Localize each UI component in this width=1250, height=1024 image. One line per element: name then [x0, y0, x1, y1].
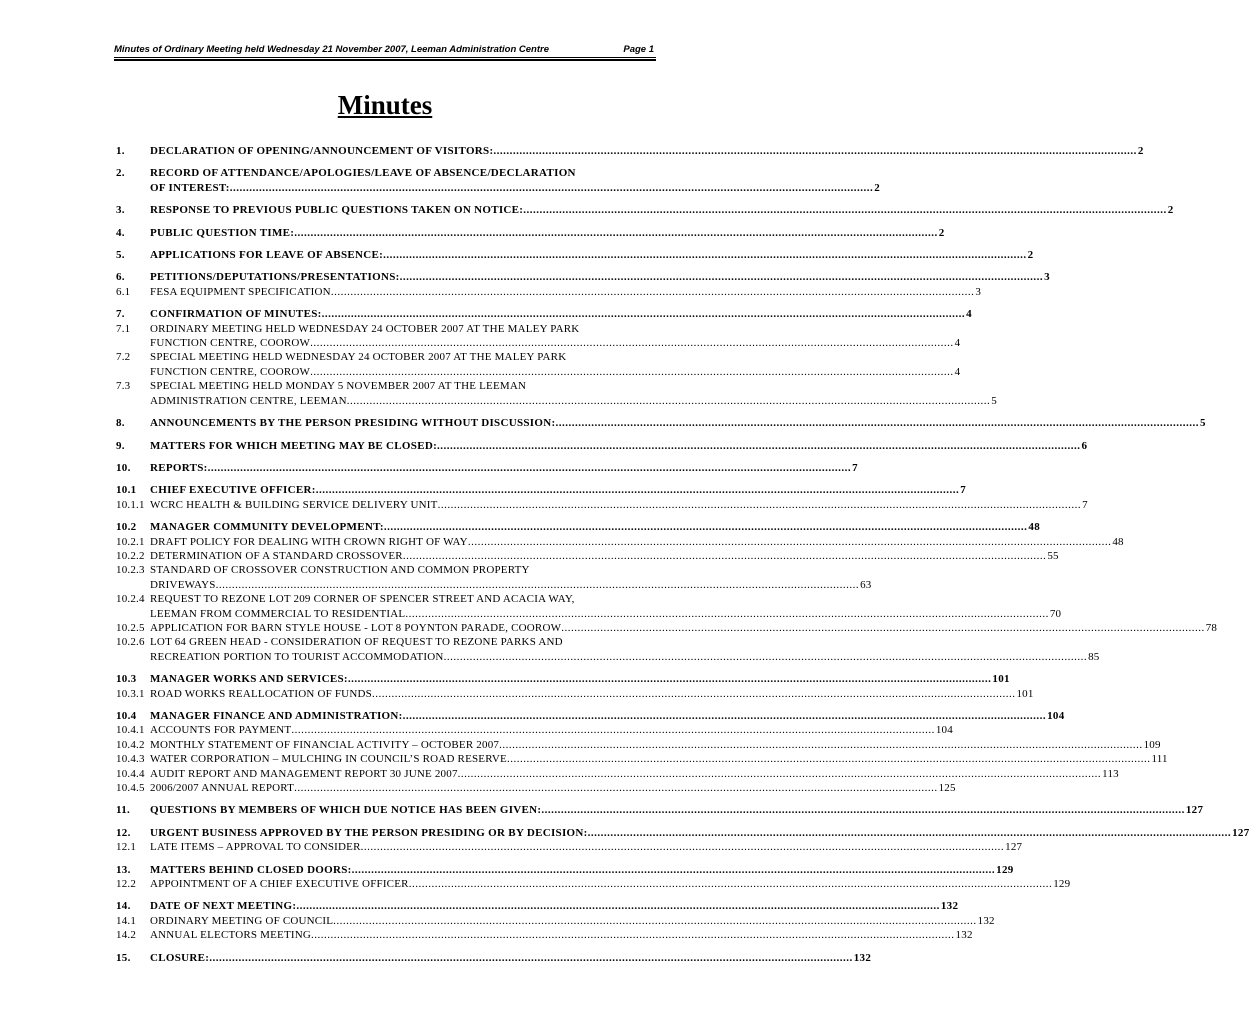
toc-entry-page: 7 — [852, 461, 858, 474]
toc-dot-leader — [438, 498, 1082, 512]
header-page-number: Page 1 — [623, 44, 654, 55]
toc-entry-number: 4. — [116, 226, 125, 239]
toc-entry — [116, 687, 1034, 701]
toc-entry-page: 55 — [1047, 549, 1059, 562]
toc-entry-title-continued: OF INTEREST: — [150, 181, 230, 194]
toc-entry-title: PETITIONS/DEPUTATIONS/PRESENTATIONS: — [150, 271, 400, 284]
toc-entry-page: 2 — [1027, 249, 1034, 262]
table-of-contents — [116, 144, 1250, 965]
toc-entry-page: 109 — [1143, 738, 1161, 751]
toc-dot-leader — [333, 914, 977, 928]
toc-entry — [116, 951, 872, 965]
toc-entry-title: ORDINARY MEETING HELD WEDNESDAY 24 OCTOBER 2007 AT THE MALEY PARK — [150, 322, 580, 335]
toc-entry-number: 10.4.4 — [116, 767, 145, 780]
toc-entry-number: 10.4.2 — [116, 738, 145, 751]
toc-entry-number: 10. — [116, 461, 131, 474]
toc-entry-page: 2 — [938, 226, 945, 239]
toc-entry-title-continued: FUNCTION CENTRE, COOROW — [150, 365, 311, 378]
toc-entry-number: 14.2 — [116, 929, 137, 942]
toc-dot-leader — [409, 877, 1053, 891]
toc-entry — [116, 416, 1206, 430]
toc-entry-number: 10.2 — [116, 521, 137, 534]
toc-entry — [116, 285, 982, 299]
toc-entry-title-continued: DRIVEWAYS — [150, 578, 216, 591]
toc-entry — [116, 752, 1168, 766]
toc-entry-title: MANAGER FINANCE AND ADMINISTRATION: — [150, 710, 403, 722]
toc-entry-title: WATER CORPORATION – MULCHING IN COUNCIL’S ROAD RESERVE — [150, 753, 507, 766]
toc-dot-leader — [209, 951, 853, 965]
toc-entry — [116, 709, 1065, 723]
toc-entry-title: APPLICATIONS FOR LEAVE OF ABSENCE: — [150, 249, 384, 262]
toc-entry-title: APPLICATION FOR BARN STYLE HOUSE - LOT 8 POYNTON PARADE, COOROW — [150, 621, 562, 634]
toc-entry-title: CONFIRMATION OF MINUTES: — [150, 308, 322, 321]
toc-entry-number: 14.1 — [116, 914, 137, 927]
toc-entry-title: STANDARD OF CROSSOVER CONSTRUCTION AND COMMON PROPERTY — [150, 564, 530, 577]
toc-entry-title: DECLARATION OF OPENING/ANNOUNCEMENT OF VISITORS: — [150, 145, 494, 157]
toc-entry-title: QUESTIONS BY MEMBERS OF WHICH DUE NOTICE HAS BEEN GIVEN: — [150, 804, 542, 817]
toc-entry-number: 12.1 — [116, 841, 137, 854]
toc-dot-leader — [331, 285, 975, 299]
toc-entry-page: 132 — [940, 900, 959, 913]
toc-entry-number: 10.4.5 — [116, 782, 145, 795]
toc-entry-page: 132 — [853, 951, 872, 964]
toc-dot-leader — [384, 520, 1028, 534]
toc-entry-page: 4 — [954, 337, 961, 350]
toc-entry-title: FESA EQUIPMENT SPECIFICATION — [150, 285, 331, 298]
toc-dot-leader — [294, 781, 938, 795]
toc-entry — [116, 461, 858, 475]
toc-entry-number: 10.2.4 — [116, 593, 145, 606]
toc-entry-number: 10.2.6 — [116, 636, 145, 649]
toc-entry — [116, 226, 945, 240]
toc-entry-number: 9. — [116, 439, 125, 452]
toc-dot-leader — [347, 394, 991, 408]
toc-entry-number: 7.3 — [116, 380, 131, 393]
toc-entry-page: 127 — [1232, 826, 1250, 839]
toc-entry — [116, 840, 1023, 854]
toc-entry-title: LATE ITEMS – APPROVAL TO CONSIDER — [150, 841, 361, 854]
toc-entry-title: DRAFT POLICY FOR DEALING WITH CROWN RIGHT OF WAY — [150, 535, 468, 548]
toc-entry-number: 13. — [116, 863, 131, 876]
toc-entry-number: 3. — [116, 204, 125, 217]
toc-entry — [116, 635, 1100, 664]
toc-dot-leader — [444, 650, 1088, 664]
toc-entry-number: 10.1 — [116, 484, 137, 497]
toc-entry — [116, 307, 972, 321]
header-title: Minutes of Ordinary Meeting held Wednesday 21 November 2007, Leeman Administration Centre — [114, 44, 549, 55]
toc-dot-leader — [403, 709, 1047, 723]
toc-entry-page: 5 — [1199, 417, 1206, 430]
toc-entry-number: 10.2.3 — [116, 564, 145, 577]
toc-entry-page: 2 — [874, 181, 881, 194]
toc-entry-number: 15. — [116, 951, 131, 964]
toc-entry-page: 7 — [960, 484, 967, 497]
toc-entry-page: 2 — [1137, 145, 1144, 157]
toc-entry-page: 101 — [992, 673, 1010, 686]
toc-entry-page: 2 — [1167, 204, 1174, 217]
toc-entry-title-continued: ADMINISTRATION CENTRE, LEEMAN — [150, 394, 347, 407]
toc-entry-number: 7.1 — [116, 322, 131, 335]
toc-entry-page: 6 — [1081, 439, 1088, 452]
toc-entry-page: 132 — [955, 929, 973, 942]
toc-dot-leader — [208, 461, 852, 475]
toc-entry-title: MONTHLY STATEMENT OF FINANCIAL ACTIVITY – OCTOBER 2007 — [150, 738, 500, 751]
toc-entry-title: MANAGER COMMUNITY DEVELOPMENT: — [150, 521, 384, 534]
toc-entry — [116, 738, 1161, 752]
toc-entry — [116, 899, 959, 913]
toc-entry — [116, 781, 956, 795]
toc-entry — [116, 535, 1124, 549]
toc-entry-page: 63 — [860, 578, 872, 591]
toc-dot-leader — [216, 578, 860, 592]
toc-entry-title: ACCOUNTS FOR PAYMENT — [150, 724, 292, 737]
toc-entry — [116, 483, 967, 497]
toc-entry-number: 1. — [116, 145, 125, 157]
toc-entry-title-continued: LEEMAN FROM COMMERCIAL TO RESIDENTIAL — [150, 607, 406, 620]
toc-dot-leader — [561, 621, 1205, 635]
toc-entry-page: 48 — [1028, 521, 1040, 534]
toc-entry-page: 4 — [954, 365, 961, 378]
toc-entry-title: ROAD WORKS REALLOCATION OF FUNDS — [150, 687, 372, 700]
toc-dot-leader — [437, 439, 1081, 453]
toc-entry-page: 111 — [1151, 753, 1168, 766]
toc-entry-title: WCRC HEALTH & BUILDING SERVICE DELIVERY UNIT — [150, 498, 438, 511]
toc-entry-page: 127 — [1185, 804, 1204, 817]
toc-dot-leader — [507, 752, 1151, 766]
toc-entry-number: 6. — [116, 271, 125, 284]
toc-entry-title: CLOSURE: — [150, 951, 210, 964]
toc-dot-leader — [383, 248, 1027, 262]
toc-dot-leader — [458, 767, 1102, 781]
toc-entry-number: 10.2.1 — [116, 535, 145, 548]
toc-entry-page: 129 — [1053, 878, 1071, 891]
toc-entry — [116, 270, 1050, 284]
toc-dot-leader — [296, 899, 940, 913]
toc-dot-leader — [322, 307, 966, 321]
toc-entry — [116, 723, 953, 737]
toc-dot-leader — [400, 270, 1044, 284]
toc-entry-number: 7.2 — [116, 351, 131, 364]
toc-dot-leader — [468, 535, 1112, 549]
toc-entry-page: 7 — [1082, 498, 1088, 511]
toc-entry-title: URGENT BUSINESS APPROVED BY THE PERSON PRESIDING OR BY DECISION: — [150, 826, 588, 839]
toc-entry-title: DETERMINATION OF A STANDARD CROSSOVER — [150, 549, 403, 562]
toc-entry-title: MATTERS BEHIND CLOSED DOORS: — [150, 863, 352, 876]
toc-entry-title: REQUEST TO REZONE LOT 209 CORNER OF SPENCER STREET AND ACACIA WAY, — [150, 593, 575, 606]
toc-dot-leader — [403, 549, 1047, 563]
toc-entry-page: 78 — [1205, 621, 1218, 634]
toc-dot-leader — [555, 416, 1199, 430]
toc-entry-number: 14. — [116, 900, 131, 913]
toc-entry-title: REPORTS: — [150, 461, 208, 474]
toc-dot-leader — [310, 365, 954, 379]
toc-entry-number: 5. — [116, 249, 125, 262]
toc-entry — [116, 350, 961, 379]
toc-entry-page: 5 — [991, 394, 997, 407]
toc-dot-leader — [523, 203, 1167, 217]
toc-entry-page: 125 — [938, 782, 956, 795]
toc-entry-number: 7. — [116, 308, 125, 321]
toc-entry — [116, 914, 995, 928]
toc-dot-leader — [348, 672, 992, 686]
toc-dot-leader — [311, 928, 955, 942]
toc-entry-page: 70 — [1049, 607, 1062, 620]
header-rule-thick — [114, 59, 656, 61]
toc-entry-title: RESPONSE TO PREVIOUS PUBLIC QUESTIONS TAKEN ON NOTICE: — [150, 204, 524, 217]
toc-entry — [116, 144, 1144, 158]
toc-dot-leader — [352, 863, 996, 877]
toc-entry-number: 10.4 — [116, 710, 137, 722]
toc-entry-title: RECORD OF ATTENDANCE/APOLOGIES/LEAVE OF ABSENCE/DECLARATION — [150, 167, 576, 180]
toc-entry-number: 10.2.2 — [116, 549, 145, 562]
toc-entry-title: SPECIAL MEETING HELD MONDAY 5 NOVEMBER 2007 AT THE LEEMAN — [150, 380, 527, 393]
toc-entry-title: AUDIT REPORT AND MANAGEMENT REPORT 30 JUNE 2007 — [150, 767, 458, 780]
toc-entry-page: 48 — [1112, 535, 1124, 548]
page-title: Minutes — [337, 90, 433, 120]
toc-entry-page: 113 — [1102, 767, 1119, 780]
toc-entry-title: SPECIAL MEETING HELD WEDNESDAY 24 OCTOBER 2007 AT THE MALEY PARK — [150, 351, 567, 364]
toc-entry-title: ORDINARY MEETING OF COUNCIL — [150, 914, 334, 927]
toc-entry — [116, 863, 1014, 877]
toc-entry-title-continued: FUNCTION CENTRE, COOROW — [150, 337, 311, 350]
toc-entry-number: 10.4.1 — [116, 724, 145, 737]
toc-entry-title: APPOINTMENT OF A CHIEF EXECUTIVE OFFICER — [150, 878, 409, 891]
toc-entry — [116, 166, 881, 195]
toc-entry-page: 101 — [1016, 687, 1034, 700]
toc-dot-leader — [493, 144, 1137, 158]
toc-entry — [116, 549, 1059, 563]
toc-dot-leader — [291, 723, 935, 737]
toc-entry-number: 6.1 — [116, 285, 131, 298]
toc-entry — [116, 248, 1034, 262]
toc-entry — [116, 563, 872, 592]
toc-dot-leader — [230, 181, 874, 195]
toc-dot-leader — [361, 840, 1005, 854]
header-rule-thin — [114, 57, 656, 58]
toc-entry — [116, 672, 1010, 686]
toc-entry-page: 132 — [977, 914, 995, 927]
toc-entry-number: 12. — [116, 826, 131, 839]
toc-entry-number: 10.4.3 — [116, 753, 145, 766]
toc-entry-page: 85 — [1088, 650, 1100, 663]
toc-entry-title: DATE OF NEXT MEETING: — [150, 900, 297, 913]
toc-dot-leader — [316, 483, 960, 497]
running-header — [114, 44, 656, 56]
toc-dot-leader — [294, 226, 938, 240]
toc-dot-leader — [310, 336, 954, 350]
toc-entry-title: MATTERS FOR WHICH MEETING MAY BE CLOSED: — [150, 439, 438, 452]
toc-entry — [116, 379, 997, 408]
toc-entry-title: 2006/2007 ANNUAL REPORT — [150, 782, 295, 795]
toc-entry — [116, 203, 1174, 217]
toc-entry-number: 2. — [116, 167, 125, 180]
toc-entry — [116, 439, 1088, 453]
toc-entry-title-continued: RECREATION PORTION TO TOURIST ACCOMMODATION — [150, 650, 444, 663]
toc-entry-page: 104 — [1047, 710, 1065, 722]
toc-entry-page: 3 — [1044, 271, 1050, 284]
toc-entry — [116, 928, 973, 942]
toc-entry — [116, 803, 1204, 817]
toc-dot-leader — [405, 607, 1049, 621]
toc-entry-title: ANNUAL ELECTORS MEETING — [150, 929, 312, 942]
toc-entry — [116, 877, 1071, 891]
toc-dot-leader — [499, 738, 1143, 752]
toc-entry — [116, 520, 1040, 534]
toc-entry — [116, 322, 961, 351]
toc-entry-title: PUBLIC QUESTION TIME: — [150, 226, 295, 239]
toc-entry-number: 10.3 — [116, 673, 137, 686]
toc-entry-number: 8. — [116, 417, 125, 430]
toc-entry-number: 10.1.1 — [116, 498, 145, 511]
toc-entry-number: 11. — [116, 804, 131, 817]
toc-entry-title: CHIEF EXECUTIVE OFFICER: — [150, 484, 316, 497]
toc-entry-number: 10.2.5 — [116, 621, 145, 634]
toc-entry-page: 4 — [966, 308, 972, 321]
toc-entry-page: 127 — [1005, 841, 1023, 854]
toc-entry-number: 10.3.1 — [116, 687, 145, 700]
toc-entry — [116, 592, 1062, 621]
toc-entry — [116, 498, 1088, 512]
toc-entry — [116, 826, 1250, 840]
toc-entry-page: 129 — [996, 863, 1014, 876]
toc-entry-title: MANAGER WORKS AND SERVICES: — [150, 673, 348, 686]
toc-entry-title: LOT 64 GREEN HEAD - CONSIDERATION OF REQUEST TO REZONE PARKS AND — [150, 636, 563, 649]
toc-entry — [116, 767, 1119, 781]
toc-entry-page: 104 — [935, 724, 953, 737]
toc-dot-leader — [588, 826, 1232, 840]
toc-entry-number: 12.2 — [116, 878, 137, 891]
toc-entry-title: ANNOUNCEMENTS BY THE PERSON PRESIDING WITHOUT DISCUSSION: — [150, 417, 556, 430]
toc-dot-leader — [541, 803, 1185, 817]
toc-entry — [116, 621, 1218, 635]
toc-dot-leader — [372, 687, 1016, 701]
toc-entry-page: 3 — [975, 285, 982, 298]
